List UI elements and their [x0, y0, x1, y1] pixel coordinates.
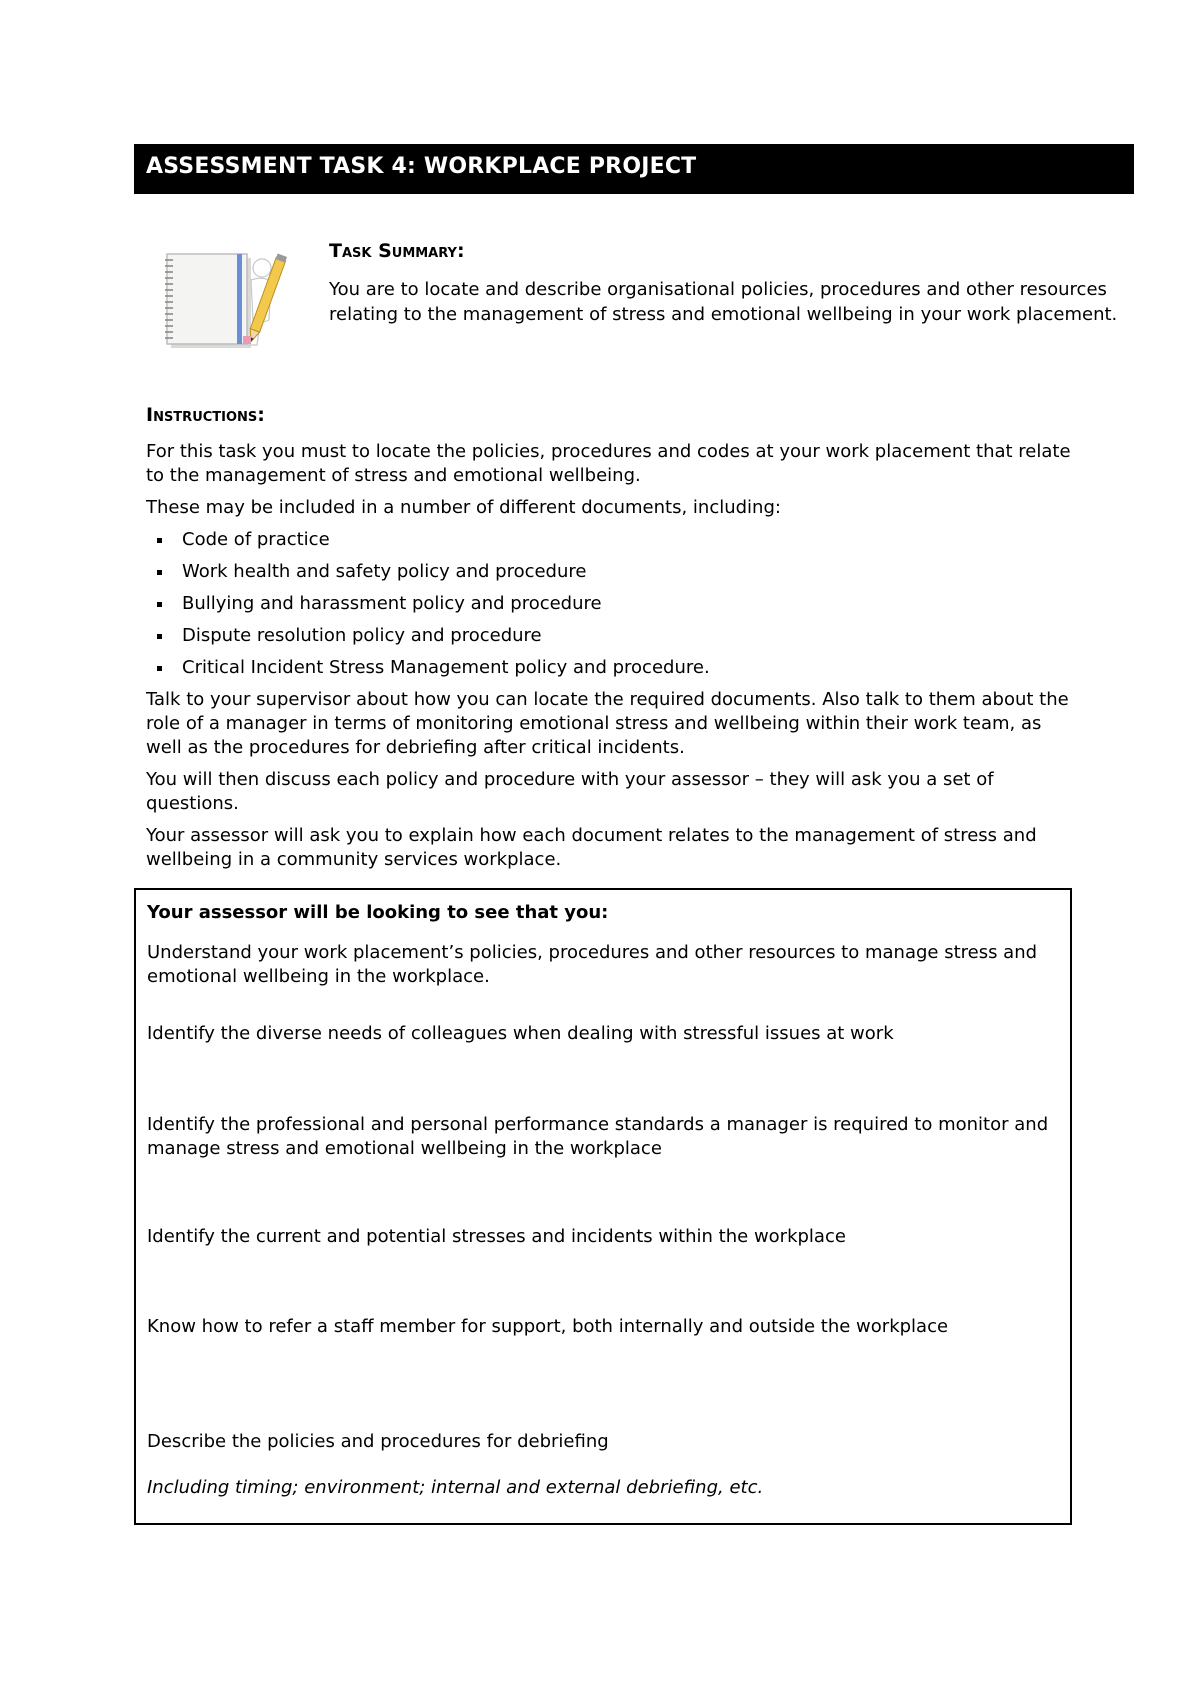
instructions-intro: For this task you must to locate the policies, procedures and codes at your work placement that relate to the management of stress and emotional wellbeing.	[146, 441, 1071, 486]
list-item: Critical Incident Stress Management policy and procedure.	[146, 656, 1076, 680]
list-item: Dispute resolution policy and procedure	[146, 624, 1076, 648]
criteria-item: Identify the professional and personal performance standards a manager is required to monitor and manage stress and emotional wellbeing in the workplace	[147, 1114, 1049, 1159]
assessor-explain-paragraph: Your assessor will ask you to explain how each document relates to the management of stress and wellbeing in a community services workplace.	[146, 825, 1037, 870]
bullet-icon	[157, 666, 162, 671]
debriefing-note: Including timing; environment; internal and external debriefing, etc.	[147, 1477, 764, 1498]
criteria-title: Your assessor will be looking to see that you:	[147, 902, 609, 923]
criteria-item: Identify the current and potential stresses and incidents within the workplace	[147, 1226, 846, 1247]
bullet-icon	[157, 538, 162, 543]
task-summary-section	[329, 240, 1129, 327]
list-item: Work health and safety policy and procedure	[146, 560, 1076, 584]
task-summary-heading: Task Summary:	[329, 240, 465, 262]
bullet-icon	[157, 602, 162, 607]
instructions-heading: Instructions:	[146, 404, 265, 426]
document-list	[146, 528, 1076, 680]
criteria-item: Know how to refer a staff member for support, both internally and outside the workplace	[147, 1316, 949, 1337]
task-title: ASSESSMENT TASK 4: WORKPLACE PROJECT	[146, 154, 697, 179]
task-title-banner	[134, 144, 1134, 194]
assessor-discussion-paragraph: You will then discuss each policy and procedure with your assessor – they will ask you a set of questions.	[146, 769, 994, 814]
supervisor-paragraph: Talk to your supervisor about how you can locate the required documents. Also talk to them about the role of a manager in terms of monitoring emotional stress and wellbeing within their work team, as well as the procedures for debriefing after critical incidents.	[146, 689, 1069, 758]
criteria-item: Identify the diverse needs of colleagues when dealing with stressful issues at work	[147, 1023, 894, 1044]
criteria-item: Understand your work placement’s policies, procedures and other resources to manage stress and emotional wellbeing in the workplace.	[147, 942, 1038, 987]
documents-intro: These may be included in a number of different documents, including:	[146, 497, 781, 518]
notebook-pencil-figure-icon	[165, 250, 295, 350]
list-item: Code of practice	[146, 528, 1076, 552]
list-item: Bullying and harassment policy and procedure	[146, 592, 1076, 616]
bullet-icon	[157, 570, 162, 575]
instructions-section	[146, 404, 1076, 880]
criteria-item: Describe the policies and procedures for debriefing	[147, 1431, 609, 1452]
bullet-icon	[157, 634, 162, 639]
assessment-criteria-box	[134, 888, 1072, 1525]
task-summary-text: You are to locate and describe organisational policies, procedures and other resources relating to the management of stress and emotional wellbeing in your work placement.	[329, 279, 1118, 325]
